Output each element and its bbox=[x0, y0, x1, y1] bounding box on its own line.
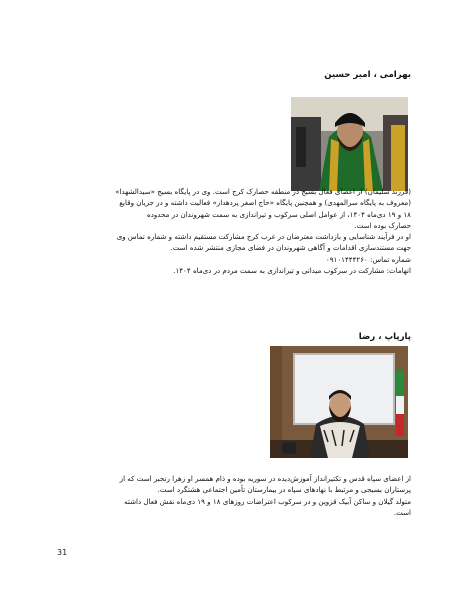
entry-1-line-5: او در فرآیند شناسایی و بازداشت معترضان در غرب کرج مشارکت مستقیم داشته و شماره تماس وی bbox=[116, 232, 411, 242]
entry-1-line-8: اتهامات: مشارکت در سرکوب میدانی و تیراندازی به سمت مردم در دی‌ماه ۱۴۰۴. bbox=[173, 266, 411, 276]
entry-1-line-1: (فرزند سلیمان) از اعضای فعال بسیج در منطقه حصارک کرج است. وی در پایگاه بسیج «سیدالشهدا» bbox=[115, 187, 411, 196]
entry-1-text bbox=[58, 186, 411, 276]
entry-1-line-7: شماره تماس: ۰۹۱۰۱۴۴۴۲۶۰ bbox=[325, 254, 411, 264]
entry-1-photo bbox=[291, 97, 408, 191]
entry-1-line-4: حصارک بوده است. bbox=[354, 220, 411, 230]
entry-1-line-6: جهت مستندسازی اقدامات و آگاهی شهروندان در فضای مجازی منتشر شده است. bbox=[170, 243, 411, 253]
entry-2-text bbox=[58, 473, 411, 518]
entry-2-line-1: از اعضای سپاه قدس و تکتیرانداز آموزش‌دیده در سوریه بوده و ذام همسر او زهرا رنجبر است که از bbox=[119, 474, 411, 483]
entry-1-line-2: (معروف به پایگاه سرالمهدی) و همچنین پایگاه «حاج اصغر پردهدار» فعالیت داشته و در جریان وقایع bbox=[119, 198, 411, 208]
entry-2-photo bbox=[270, 346, 408, 458]
entry-2-name: پارپاپ ، رضا bbox=[358, 332, 411, 342]
page-number: 31 bbox=[57, 548, 68, 557]
entry-1-line-3: ۱۸ و ۱۹ دی‌ماه ۱۴۰۴، از عوامل اصلی سرکوب و تیراندازی به سمت شهروندان در محدوده bbox=[147, 209, 411, 219]
entry-2-line-4: است. bbox=[393, 507, 411, 517]
entry-2-line-3: متولد گیلان و ساکن آبیک قزوین و در سرکوب اعتراضات روزهای ۱۸ و ۱۹ دی‌ماه نقش فعال داشته bbox=[124, 496, 411, 506]
entry-2-line-2: پرستاران بسیجی و مرتبط با نهادهای سپاه در بیمارستان تأمین اجتماعی هشتگرد است. bbox=[157, 485, 411, 495]
entry-1-name: بهرامی ، امیر حسین bbox=[324, 70, 411, 80]
